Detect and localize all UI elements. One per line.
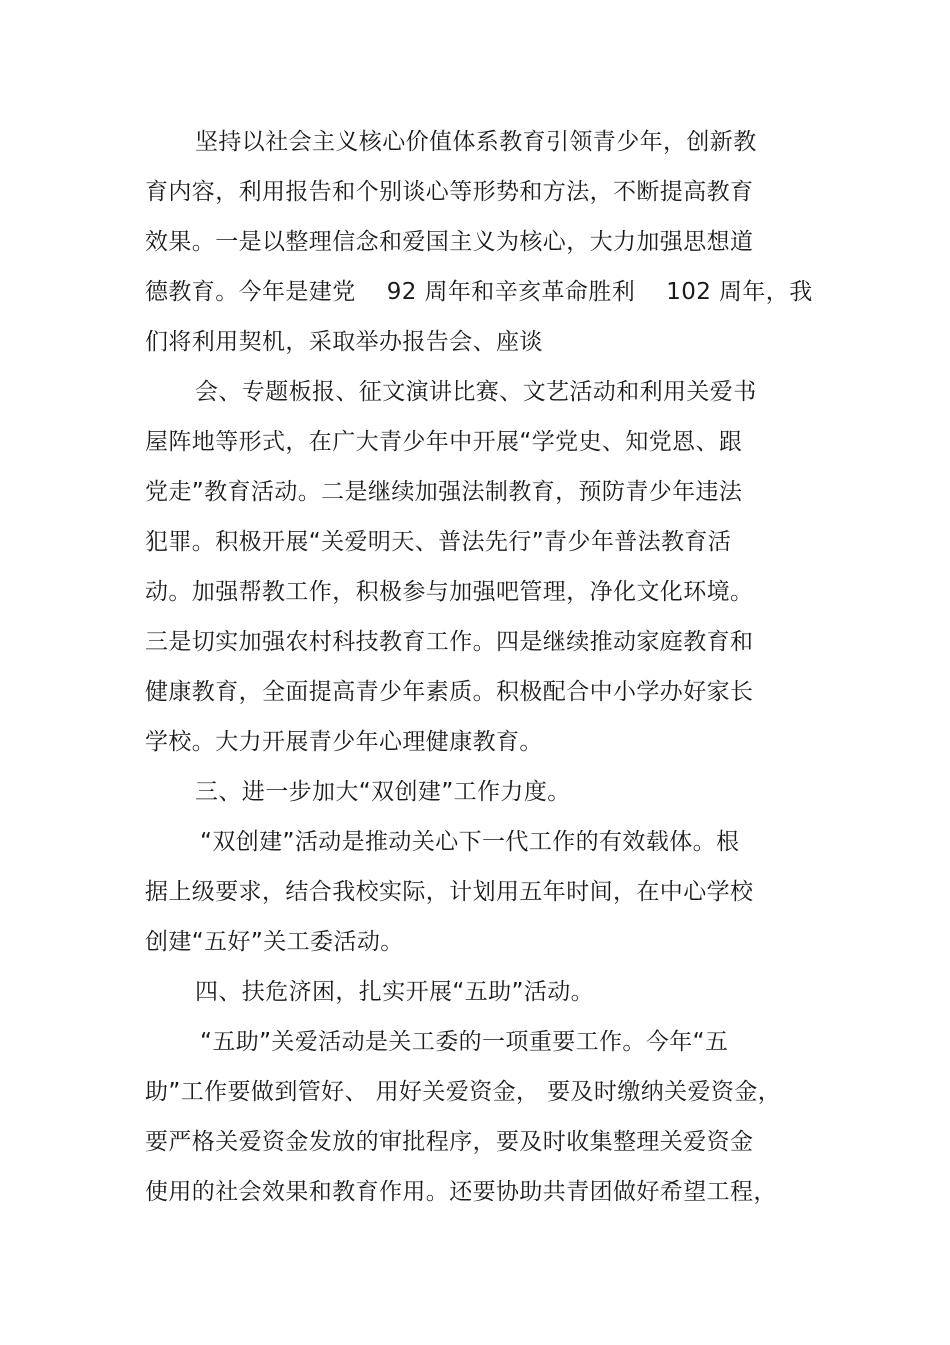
text-line: 健康教育，全面提高青少年素质。积极配合中小学办好家长 <box>145 679 754 705</box>
text-line: 使用的社会效果和教育作用。还要协助共青团做好希望工程， <box>145 1179 777 1205</box>
text-line: 党走”教育活动。二是继续加强法制教育，预防青少年违法 <box>145 479 743 505</box>
text-line: 德教育。今年是建党 92 周年和辛亥革命胜利 102 周年，我 <box>145 279 813 305</box>
section-heading: 四、扶危济困，扎实开展“五助”活动。 <box>195 979 595 1005</box>
text-line: 坚持以社会主义核心价值体系教育引领青少年，创新教 <box>195 129 757 155</box>
text-line: 犯罪。积极开展“关爱明天、普法先行”青少年普法教育活 <box>145 529 732 555</box>
text-line: 屋阵地等形式，在广大青少年中开展“学党史、知党恩、跟 <box>145 429 743 455</box>
text-line: 效果。一是以整理信念和爱国主义为核心，大力加强思想道 <box>145 229 754 255</box>
text-line: 们将利用契机，采取举办报告会、座谈 <box>145 329 543 355</box>
text-line: 动。加强帮教工作，积极参与加强吧管理，净化文化环境。 <box>145 579 754 605</box>
text-line: 助”工作要做到管好、 用好关爱资金， 要及时缴纳关爱资金， <box>145 1079 782 1105</box>
text-line: 创建“五好”关工委活动。 <box>145 929 404 955</box>
text-line: 育内容，利用报告和个别谈心等形势和方法，不断提高教育 <box>145 179 754 205</box>
text-line: 会、专题板报、征文演讲比赛、文艺活动和利用关爱书 <box>195 379 757 405</box>
text-line: 学校。大力开展青少年心理健康教育。 <box>145 729 543 755</box>
text-line: “五助”关爱活动是关工委的一项重要工作。今年“五 <box>200 1029 729 1055</box>
text-line: “双创建”活动是推动关心下一代工作的有效载体。根 <box>200 829 740 855</box>
text-line: 要严格关爱资金发放的审批程序，要及时收集整理关爱资金 <box>145 1129 754 1155</box>
section-heading: 三、进一步加大“双创建”工作力度。 <box>195 779 571 805</box>
text-line: 三是切实加强农村科技教育工作。四是继续推动家庭教育和 <box>145 629 754 655</box>
text-line: 据上级要求，结合我校实际，计划用五年时间，在中心学校 <box>145 879 754 905</box>
